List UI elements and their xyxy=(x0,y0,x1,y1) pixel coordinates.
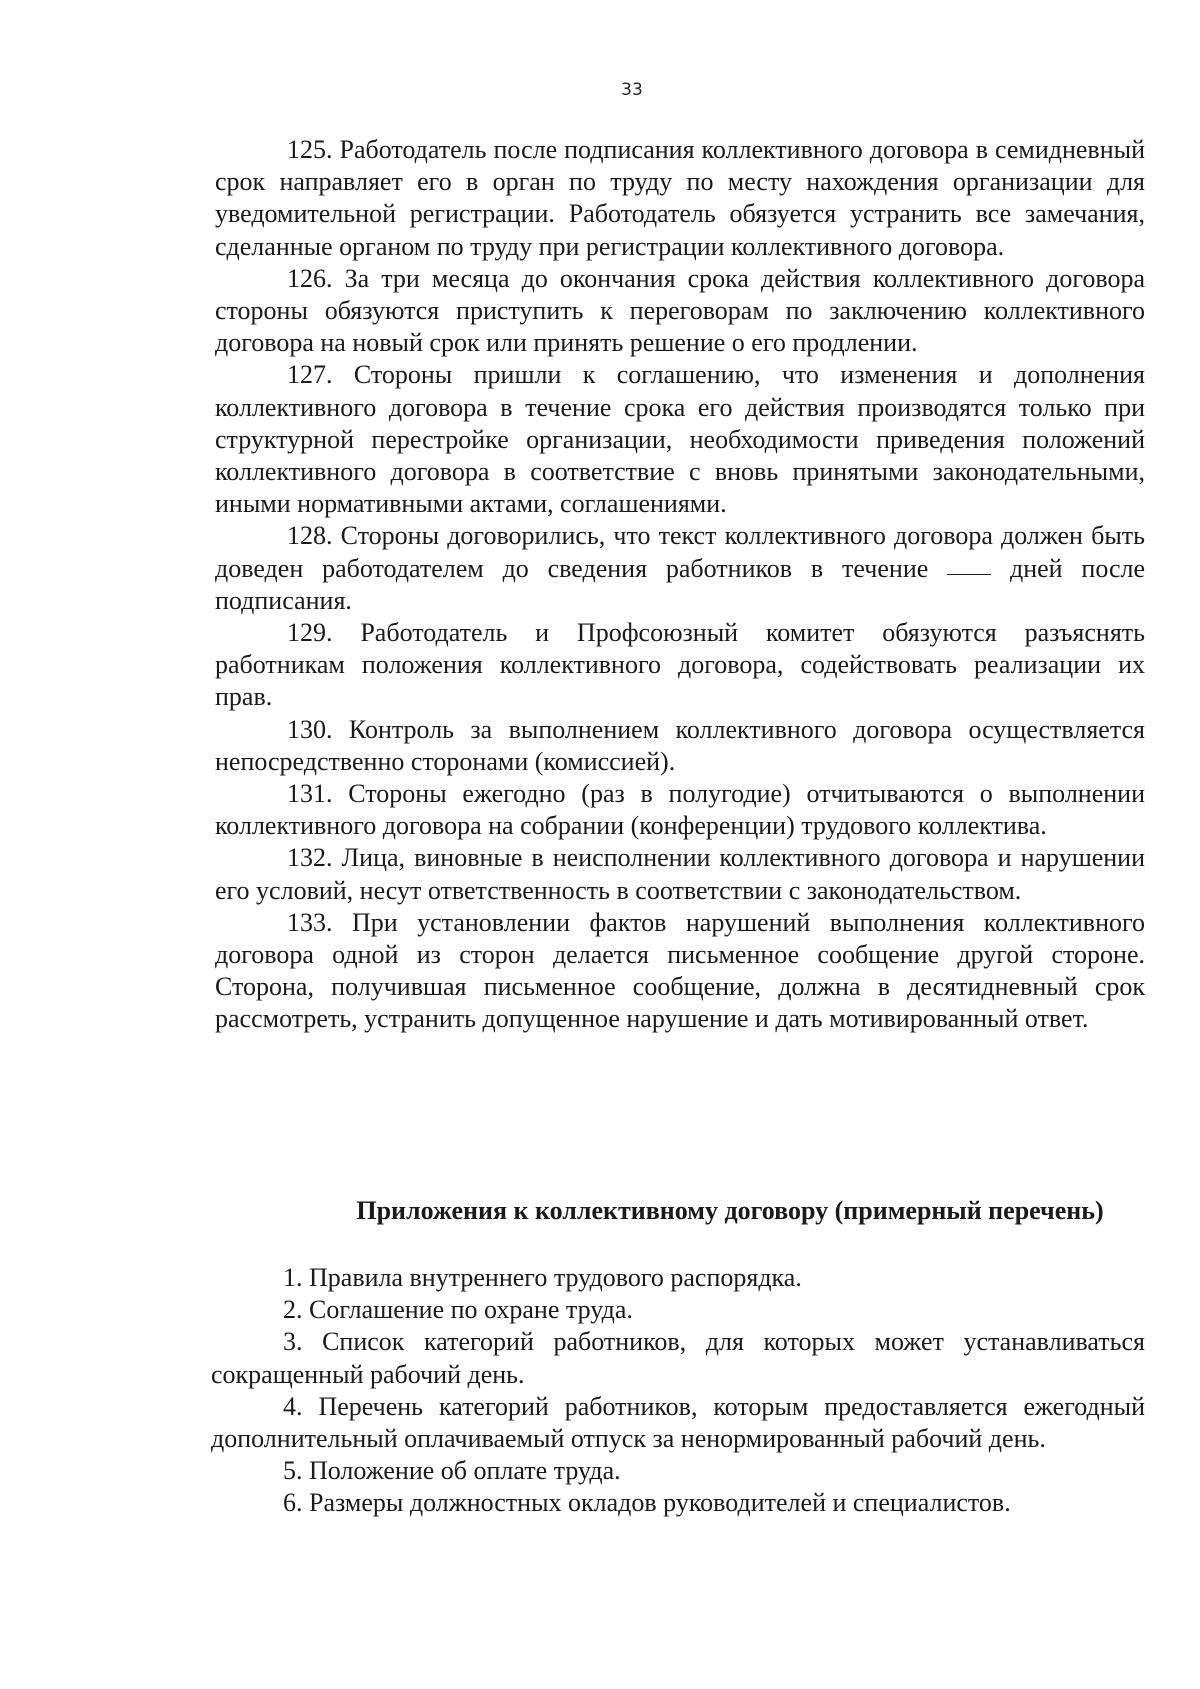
paragraph-text: Работодатель после подписания коллективного договора в семидневный срок направляет его в орган по труду по месту нахождения организации для уведомительной регистрации. Работодатель обязуется устранить все замечания, сделанные органом по труду при регистрации коллективного договора. xyxy=(215,135,1146,261)
paragraph-128 xyxy=(215,520,1145,617)
paragraph-126 xyxy=(215,263,1145,360)
paragraph-text-continued: дней после подписания. xyxy=(215,553,1146,615)
paragraph-133 xyxy=(215,907,1145,1036)
paragraph-131 xyxy=(215,778,1145,842)
appendix-item xyxy=(211,1262,1145,1294)
appendix-item xyxy=(211,1391,1145,1455)
paragraph-125 xyxy=(215,134,1145,263)
appendix-item xyxy=(211,1487,1145,1519)
paragraph-129 xyxy=(215,617,1145,714)
appendix-item-number: 6. xyxy=(283,1488,303,1518)
paragraph-127 xyxy=(215,359,1145,520)
appendix-list xyxy=(211,1262,1145,1520)
paragraph-number: 127. xyxy=(287,360,333,390)
paragraph-number: 130. xyxy=(287,714,333,744)
appendix-item-number: 1. xyxy=(283,1263,303,1292)
appendix-item xyxy=(211,1455,1145,1487)
appendix-item-number: 4. xyxy=(283,1391,303,1421)
paragraph-number: 126. xyxy=(287,263,333,293)
appendix-item-text: Список категорий работников, для которых может устанавливаться сокращенный рабочий день. xyxy=(211,1327,1146,1389)
paragraph-text: За три месяца до окончания срока действия коллективного договора стороны обязуются приступить к переговорам по заключению коллективного договора на новый срок или принять решение о его продлении. xyxy=(215,263,1146,358)
appendix-item-text: Размеры должностных окладов руководителей и специалистов. xyxy=(309,1488,1011,1518)
paragraph-number: 131. xyxy=(287,779,333,809)
paragraph-text: При установлении фактов нарушений выполнения коллективного договора одной из сторон делается письменное сообщение другой стороне. Сторона, получившая письменное сообщение, должна в десятидневный срок рассмотреть, устранить допущенное нарушение и дать мотивированный ответ. xyxy=(215,907,1146,1034)
paragraph-number: 129. xyxy=(287,618,333,648)
appendix-item-text: Правила внутреннего трудового распорядка. xyxy=(309,1263,802,1292)
paragraph-132 xyxy=(215,842,1145,906)
paragraph-number: 133. xyxy=(287,907,333,937)
appendix-item xyxy=(211,1326,1145,1390)
paragraph-text: Стороны договорились, что текст коллективного договора должен быть доведен работодателем до сведения работников в течение xyxy=(215,521,1146,583)
document-body xyxy=(215,134,1145,1036)
appendix-item-text: Перечень категорий работников, которым предоставляется ежегодный дополнительный оплачиваемый отпуск за ненормированный рабочий день. xyxy=(211,1391,1146,1454)
paragraph-text: Работодатель и Профсоюзный комитет обязуются разъяснять работникам положения коллективного договора, содействовать реализации их прав. xyxy=(215,618,1145,712)
appendix-item-number: 5. xyxy=(283,1456,303,1486)
appendix-item-number: 2. xyxy=(283,1295,303,1325)
paragraph-number: 125. xyxy=(287,135,333,164)
blank-line xyxy=(947,573,991,575)
paragraph-text: Лица, виновные в неисполнении коллективного договора и нарушении его условий, несут ответственность в соответствии с законодательством. xyxy=(215,843,1145,905)
appendix-item-text: Соглашение по охране труда. xyxy=(309,1295,633,1325)
paragraph-130 xyxy=(215,714,1145,778)
appendix-item-text: Положение об оплате труда. xyxy=(309,1456,621,1486)
paragraph-text: Контроль за выполнением коллективного договора осуществляется непосредственно сторонами (комиссией). xyxy=(215,714,1145,776)
appendix-heading: Приложения к коллективному договору (примерный перечень) xyxy=(356,1196,1104,1225)
paragraph-text: Стороны ежегодно (раз в полугодие) отчитываются о выполнении коллективного договора на собрании (конференции) трудового коллектива. xyxy=(215,779,1146,841)
page-number: 33 xyxy=(621,80,643,100)
paragraph-text: Стороны пришли к соглашению, что изменения и дополнения коллективного договора в течение срока его действия производятся только при структурной перестройке организации, необходимости приведения положений коллективного договора в соответствие с вновь принятыми законодательными, иными нормативными актами, соглашениями. xyxy=(215,360,1146,519)
paragraph-number: 132. xyxy=(287,843,333,873)
paragraph-number: 128. xyxy=(287,521,333,551)
appendix-item xyxy=(211,1294,1145,1326)
appendix-item-number: 3. xyxy=(283,1327,303,1357)
